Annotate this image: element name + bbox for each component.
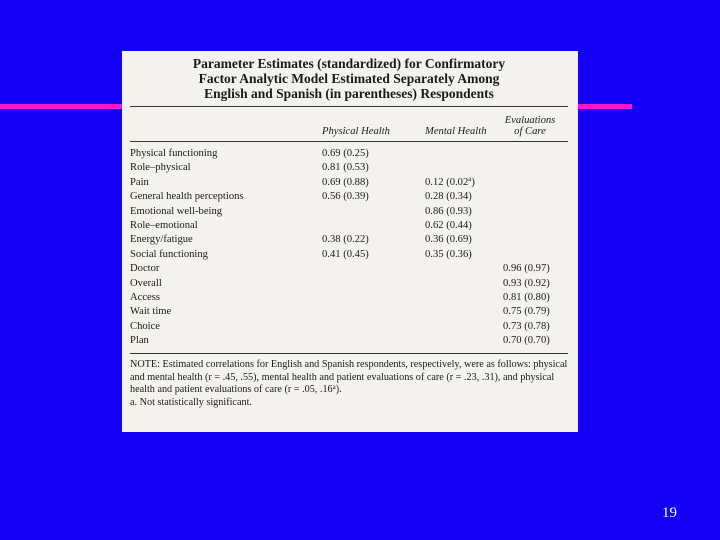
table-body bbox=[130, 147, 568, 348]
cell-physical bbox=[298, 205, 403, 219]
row-label: Emotional well-being bbox=[130, 205, 223, 217]
cell-care: 0.93 (0.92) bbox=[503, 277, 550, 289]
cell-care bbox=[495, 176, 565, 190]
title-line-3: English and Spanish (in parentheses) Respondents bbox=[204, 86, 494, 101]
title-line-2: Factor Analytic Model Estimated Separately Among bbox=[198, 71, 500, 86]
cell-physical: 0.81 (0.53) bbox=[322, 162, 369, 174]
header-mental-health: Mental Health bbox=[425, 126, 487, 137]
cell-care bbox=[495, 190, 565, 204]
cell-mental bbox=[403, 176, 495, 190]
table-image-panel bbox=[122, 51, 578, 432]
table-row bbox=[130, 305, 568, 319]
header-care-line-1: Evaluations bbox=[504, 115, 556, 126]
cell-mental bbox=[403, 291, 495, 305]
header-physical-health: Physical Health bbox=[322, 126, 390, 137]
note-text: NOTE: Estimated correlations for English and Spanish respondents, respectively, were as follows: physical and mental health (r = .45, .55), mental health and patient evaluations of care (r = .23, .31), and physical health and patient evaluations of care (r = .05, .16 bbox=[130, 359, 568, 396]
table-row bbox=[130, 233, 568, 247]
table-row bbox=[130, 262, 568, 276]
table-title bbox=[130, 56, 568, 101]
table-note bbox=[130, 359, 568, 409]
cell-care bbox=[495, 219, 565, 233]
cell-care: 0.81 (0.80) bbox=[503, 291, 550, 303]
footnote-text: a. Not statistically significant. bbox=[130, 396, 252, 408]
row-label: Doctor bbox=[130, 263, 160, 275]
table-row bbox=[130, 248, 568, 262]
cell-care bbox=[495, 205, 565, 219]
table-row bbox=[130, 219, 568, 233]
row-label: Wait time bbox=[130, 306, 172, 318]
header-rule bbox=[130, 141, 568, 142]
cell-mental: 0.35 (0.36) bbox=[425, 248, 472, 260]
cell-mental bbox=[403, 147, 495, 161]
cell-physical: 0.41 (0.45) bbox=[322, 248, 369, 260]
cell-physical: 0.69 (0.25) bbox=[322, 148, 369, 159]
cell-physical bbox=[298, 320, 403, 334]
row-label: Physical functioning bbox=[130, 148, 218, 159]
cell-mental: 0.36 (0.69) bbox=[425, 234, 472, 246]
table-row bbox=[130, 205, 568, 219]
footnote-marker: a bbox=[468, 174, 472, 183]
cell-physical bbox=[298, 305, 403, 319]
cell-physical: 0.69 (0.88) bbox=[322, 176, 369, 188]
cell-mental bbox=[403, 277, 495, 291]
cell-physical: 0.56 (0.39) bbox=[322, 191, 369, 203]
cell-care: 0.73 (0.78) bbox=[503, 320, 550, 332]
bottom-rule bbox=[130, 353, 568, 354]
cell-physical bbox=[298, 219, 403, 233]
cell-physical bbox=[298, 277, 403, 291]
table-row bbox=[130, 277, 568, 291]
row-label: Plan bbox=[130, 335, 149, 347]
slide-page-number: 19 bbox=[662, 505, 677, 521]
row-label: Access bbox=[130, 291, 161, 303]
header-evaluations-of-care bbox=[495, 115, 565, 137]
cell-physical bbox=[298, 334, 403, 348]
note-text-end: ). bbox=[335, 384, 342, 396]
row-label: Social functioning bbox=[130, 248, 208, 260]
cell-mental bbox=[403, 161, 495, 175]
cell-mental-value: 0.12 (0.02 bbox=[425, 176, 469, 188]
cell-physical: 0.38 (0.22) bbox=[322, 234, 369, 246]
cell-physical bbox=[298, 262, 403, 276]
table-row bbox=[130, 320, 568, 334]
cell-care: 0.96 (0.97) bbox=[503, 263, 550, 275]
cell-mental-close: ) bbox=[471, 176, 475, 188]
cell-care bbox=[495, 233, 565, 247]
cell-physical bbox=[298, 291, 403, 305]
row-label: Role–physical bbox=[130, 162, 191, 174]
cell-care bbox=[495, 248, 565, 262]
cell-mental: 0.62 (0.44) bbox=[425, 219, 472, 231]
title-line-1: Parameter Estimates (standardized) for Confirmatory bbox=[192, 56, 506, 71]
cell-care bbox=[495, 147, 565, 161]
row-label: Energy/fatigue bbox=[130, 234, 193, 246]
table-row bbox=[130, 291, 568, 305]
table-row bbox=[130, 147, 568, 161]
note-footnote-marker: a bbox=[332, 383, 336, 392]
cell-mental: 0.28 (0.34) bbox=[425, 191, 472, 203]
cell-mental bbox=[403, 305, 495, 319]
cell-care bbox=[495, 161, 565, 175]
table-row bbox=[130, 176, 568, 190]
row-label: Choice bbox=[130, 320, 161, 332]
cell-mental bbox=[403, 320, 495, 334]
cell-care: 0.75 (0.79) bbox=[503, 306, 550, 318]
row-label: General health perceptions bbox=[130, 191, 244, 203]
table-row bbox=[130, 161, 568, 175]
row-label: Pain bbox=[130, 176, 149, 188]
table-header-row bbox=[130, 107, 568, 141]
cell-mental bbox=[403, 262, 495, 276]
table-row bbox=[130, 334, 568, 348]
table-row bbox=[130, 190, 568, 204]
cell-mental: 0.86 (0.93) bbox=[425, 205, 472, 217]
header-care-line-2: of Care bbox=[514, 126, 546, 137]
row-label: Role–emotional bbox=[130, 219, 198, 231]
row-label: Overall bbox=[130, 277, 162, 289]
cell-care: 0.70 (0.70) bbox=[503, 335, 550, 347]
cell-mental bbox=[403, 334, 495, 348]
